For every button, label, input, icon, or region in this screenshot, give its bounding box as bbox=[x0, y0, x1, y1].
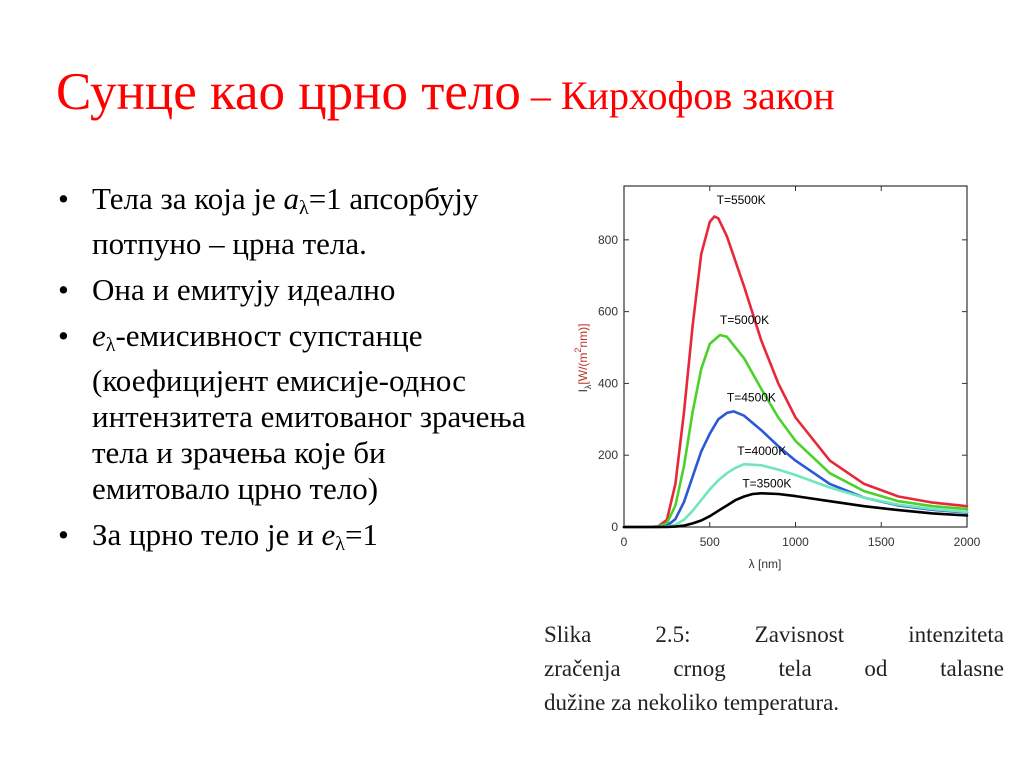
bullet-subscript: λ bbox=[105, 334, 116, 356]
series-line bbox=[624, 217, 967, 528]
x-axis-label: λ [nm] bbox=[748, 557, 782, 571]
y-axis-symbol: I bbox=[576, 389, 590, 393]
x-tick-label: 0 bbox=[620, 535, 628, 549]
bullet-subscript: λ bbox=[298, 197, 309, 219]
series-label: T=5500K bbox=[716, 192, 766, 207]
bullet-symbol: a bbox=[283, 181, 299, 216]
series-line bbox=[624, 335, 967, 527]
series-label: T=4500K bbox=[726, 390, 776, 405]
bullet-item bbox=[56, 181, 526, 262]
bullet-item bbox=[56, 272, 526, 308]
slide-title bbox=[56, 62, 835, 122]
y-tick-label: 0 bbox=[611, 520, 618, 534]
bullet-prefix: Тела за која је bbox=[92, 181, 284, 216]
y-tick-label: 400 bbox=[597, 376, 618, 391]
caption-line: Slika 2.5: Zavisnost intenziteta bbox=[544, 622, 1004, 647]
title-subtitle: – Кирхофов закон bbox=[520, 73, 835, 118]
bullet-suffix: -емисивност супстанце (коефицијент емисије-однос интензитета емитованог зрачења тела и зрачења које би емитовало црно тело) bbox=[92, 318, 526, 506]
series-layer bbox=[624, 217, 967, 528]
x-tick-label: 500 bbox=[699, 535, 720, 549]
y-tick-label: 200 bbox=[597, 448, 618, 463]
series-label: T=4000K bbox=[737, 444, 787, 459]
figure-caption bbox=[544, 618, 1004, 720]
bullet-prefix: Она и емитују идеално bbox=[92, 272, 396, 307]
series-label: T=3500K bbox=[742, 476, 792, 491]
bullet-list bbox=[56, 181, 526, 572]
blackbody-chart bbox=[560, 180, 1000, 580]
y-axis-label bbox=[573, 324, 593, 393]
bullet-symbol: e bbox=[321, 517, 336, 552]
svg-text:Iλ[W/(m2nm)] bbox=[573, 324, 593, 393]
y-tick-label: 600 bbox=[597, 304, 618, 319]
y-axis-units: [W/(m bbox=[576, 352, 590, 385]
bullet-suffix: =1 апсорбују потпуно – црна тела. bbox=[92, 181, 479, 261]
y-tick-label: 800 bbox=[597, 232, 618, 247]
x-tick-label: 2000 bbox=[953, 535, 981, 549]
y-axis-units-end: nm)] bbox=[576, 323, 590, 348]
bullet-subscript: λ bbox=[335, 533, 345, 555]
bullet-item bbox=[56, 517, 526, 562]
x-tick-label: 1500 bbox=[867, 535, 895, 549]
y-axis-subscript: λ bbox=[583, 384, 593, 390]
y-axis-units-sup: 2 bbox=[573, 347, 583, 353]
series-line bbox=[624, 411, 967, 527]
bullet-prefix: За црно тело је и bbox=[92, 517, 322, 552]
bullet-item bbox=[56, 318, 526, 507]
caption-line: zračenja crnog tela od talasne bbox=[544, 656, 1004, 681]
bullet-suffix: =1 bbox=[344, 517, 378, 552]
bullet-symbol: e bbox=[92, 318, 106, 353]
title-main: Сунце као црно тело bbox=[56, 63, 521, 121]
x-tick-label: 1000 bbox=[782, 535, 809, 549]
series-label: T=5000K bbox=[720, 313, 770, 328]
caption-line: dužine za nekoliko temperatura. bbox=[544, 690, 840, 715]
